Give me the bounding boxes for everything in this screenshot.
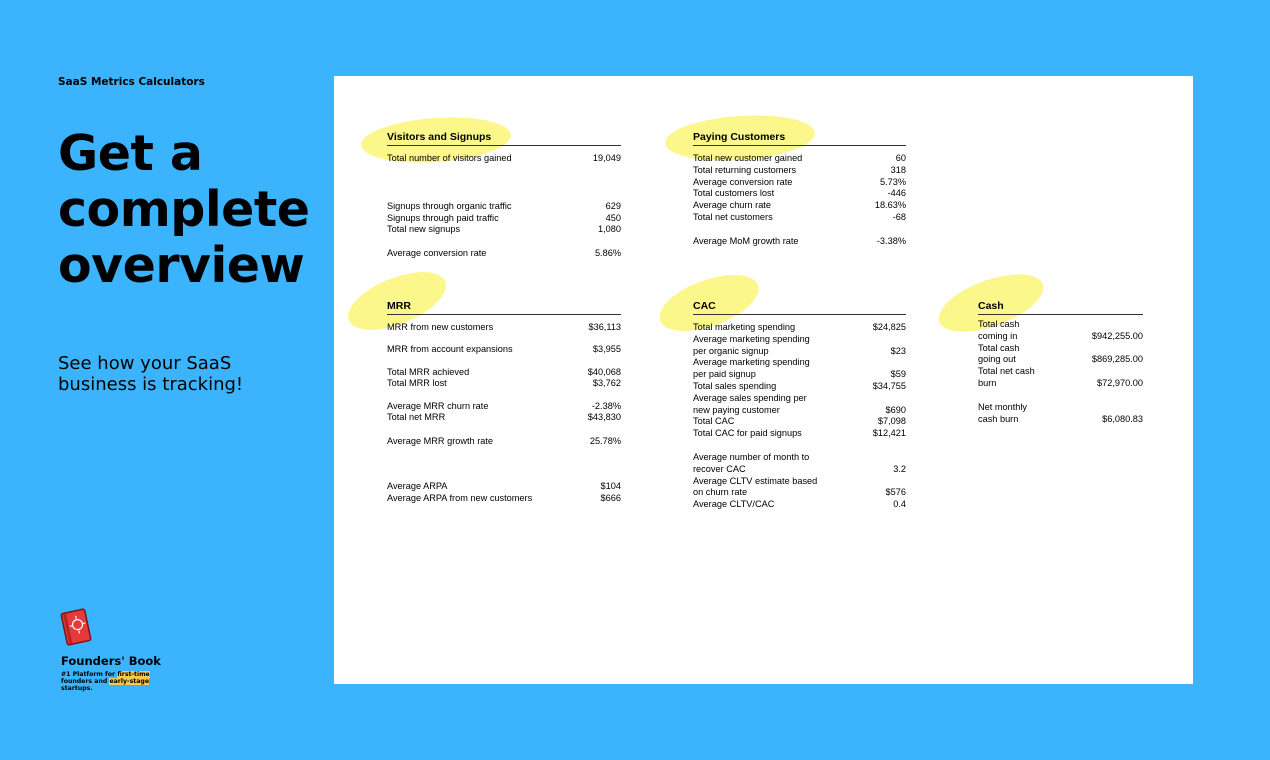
metric-row: Total CAC $7,098 [693, 416, 906, 427]
metric-row: Total CAC for paid signups $12,421 [693, 428, 906, 439]
metric-row: Average conversion rate 5.73% [693, 176, 906, 187]
metric-row: Average MoM growth rate -3.38% [693, 235, 906, 246]
metric-row: Average churn rate 18.63% [693, 200, 906, 211]
metric-row: Total new customer gained 60 [693, 153, 906, 163]
metric-row: Total net cash burn $72,970.00 [978, 366, 1143, 388]
metric-row: Average CLTV/CAC 0.4 [693, 499, 906, 510]
metric-row: Average MRR growth rate 25.78% [387, 436, 621, 447]
section-title: Cash [978, 300, 1143, 315]
section-title: Paying Customers [693, 131, 906, 146]
mrr-section [387, 300, 621, 505]
metric-row: Total MRR lost $3,762 [387, 378, 621, 389]
metric-row: Total marketing spending $24,825 [693, 322, 906, 332]
cac-section [693, 300, 906, 511]
book-icon [60, 608, 93, 647]
section-title: MRR [387, 300, 621, 315]
paying-customers-section [693, 131, 906, 248]
metric-row: Average ARPA $104 [387, 481, 621, 492]
brand-logo[interactable] [61, 610, 181, 692]
metric-row: Average ARPA from new customers $666 [387, 492, 621, 503]
metric-row: Average sales spending per new paying customer $690 [693, 392, 906, 415]
metric-row: Total number of visitors gained 19,049 [387, 153, 621, 163]
brand-name: Founders' Book [61, 654, 161, 668]
metric-row: Signups through organic traffic 629 [387, 200, 621, 211]
metric-row: Total net customers -68 [693, 211, 906, 222]
metric-row: Total new signups 1,080 [387, 224, 621, 235]
eyebrow-label: SaaS Metrics Calculators [58, 76, 205, 88]
metrics-sheet [334, 76, 1193, 684]
metric-row: MRR from new customers $36,113 [387, 322, 621, 332]
metric-row: Average number of month to recover CAC 3.2 [693, 451, 906, 474]
metric-row: Total sales spending $34,755 [693, 380, 906, 391]
section-title: CAC [693, 300, 906, 315]
headline: Get a complete overview [58, 125, 310, 294]
metric-row: Signups through paid traffic 450 [387, 212, 621, 223]
metric-row: Average marketing spending per paid signup $59 [693, 357, 906, 380]
metric-row: Average CLTV estimate based on churn rate $576 [693, 475, 906, 498]
metric-row: Net monthly cash burn $6,080.83 [978, 401, 1143, 424]
cash-section [978, 300, 1143, 425]
brand-tagline: #1 Platform for first-time founders and early-stage startups. [61, 671, 150, 692]
metric-row: Average MRR churn rate -2.38% [387, 400, 621, 411]
visitors-signups-section [387, 131, 621, 260]
metric-row: Average conversion rate 5.86% [387, 248, 621, 259]
metric-row: MRR from account expansions $3,955 [387, 344, 621, 355]
subheadline: See how your SaaS business is tracking! [58, 353, 244, 395]
metric-row: Total net MRR $43,830 [387, 412, 621, 423]
metric-row: Total MRR achieved $40,068 [387, 366, 621, 377]
metric-row: Total cash coming in $942,255.00 [978, 319, 1143, 341]
metric-row: Total cash going out $869,285.00 [978, 342, 1143, 365]
metric-row: Average marketing spending per organic signup $23 [693, 333, 906, 356]
metric-row: Total returning customers 318 [693, 164, 906, 175]
metric-row: Total customers lost -446 [693, 188, 906, 199]
section-title: Visitors and Signups [387, 131, 621, 146]
